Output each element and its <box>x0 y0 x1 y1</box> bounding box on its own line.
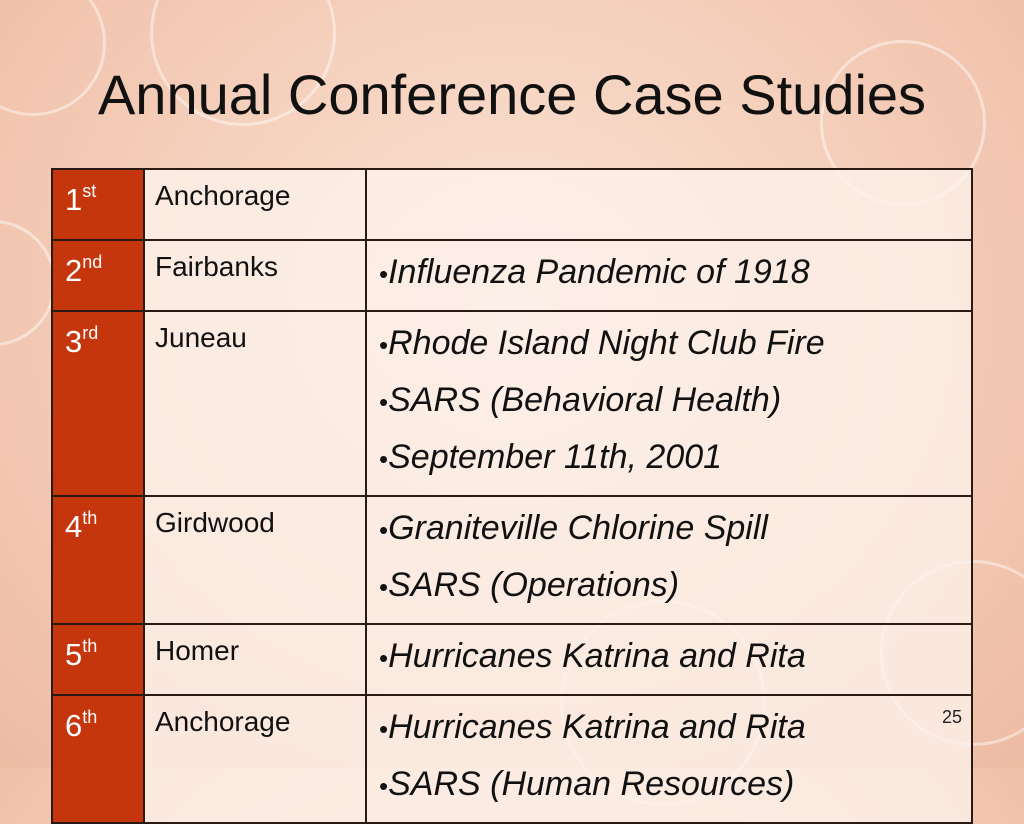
ordinal-suffix: rd <box>82 322 99 343</box>
empty-cell <box>379 176 971 233</box>
conference-number-value: 2 <box>65 253 83 288</box>
conference-location: Anchorage <box>144 169 366 240</box>
bullet-icon: • <box>379 387 389 417</box>
bullet-icon: • <box>379 771 389 801</box>
table-row <box>52 695 972 823</box>
bullet-icon: • <box>379 444 389 474</box>
case-study-text: SARS (Operations) <box>388 566 680 604</box>
bullet-icon: • <box>379 330 389 360</box>
case-study-text: September 11th, 2001 <box>388 438 723 476</box>
table-row <box>52 311 972 496</box>
page-number: 25 <box>941 707 962 727</box>
case-list <box>366 695 972 823</box>
bullet-icon: • <box>379 515 389 545</box>
conference-number <box>52 240 144 311</box>
conference-number-value: 3 <box>65 324 83 359</box>
case-study-item <box>379 375 971 432</box>
case-list <box>366 624 972 695</box>
table-row <box>52 240 972 311</box>
conference-location: Fairbanks <box>144 240 366 311</box>
conference-number <box>52 496 144 624</box>
ordinal-suffix: nd <box>82 251 103 272</box>
slide-title: Annual Conference Case Studies <box>97 63 927 126</box>
case-study-item <box>379 702 971 759</box>
bullet-icon: • <box>379 572 389 602</box>
ordinal-suffix: th <box>82 507 98 528</box>
case-study-item <box>379 560 971 617</box>
case-study-item <box>379 631 971 688</box>
table-row <box>52 624 972 695</box>
conference-number-value: 1 <box>65 182 83 217</box>
conference-number <box>52 311 144 496</box>
table-row <box>52 496 972 624</box>
conference-number <box>52 695 144 823</box>
ordinal-suffix: th <box>82 635 98 656</box>
case-study-item <box>379 432 971 489</box>
conference-number-value: 5 <box>65 637 83 672</box>
conference-location: Juneau <box>144 311 366 496</box>
conference-location: Anchorage <box>144 695 366 823</box>
conference-number <box>52 624 144 695</box>
case-study-item <box>379 318 971 375</box>
case-study-text: Hurricanes Katrina and Rita <box>388 637 806 675</box>
case-study-item <box>379 503 971 560</box>
conference-location: Homer <box>144 624 366 695</box>
case-list <box>366 169 972 240</box>
case-study-item <box>379 247 971 304</box>
table-row <box>52 169 972 240</box>
case-list <box>366 311 972 496</box>
case-list <box>366 240 972 311</box>
bullet-icon: • <box>379 643 389 673</box>
case-study-text: Hurricanes Katrina and Rita <box>388 708 806 746</box>
conference-number-value: 6 <box>65 708 83 743</box>
conference-number-value: 4 <box>65 509 83 544</box>
case-study-text: Rhode Island Night Club Fire <box>388 324 825 362</box>
case-study-text: Influenza Pandemic of 1918 <box>388 253 810 291</box>
ordinal-suffix: th <box>82 706 98 727</box>
case-study-text: Graniteville Chlorine Spill <box>388 509 768 547</box>
ordinal-suffix: st <box>82 180 97 201</box>
case-list <box>366 496 972 624</box>
bullet-icon: • <box>379 259 389 289</box>
conference-number <box>52 169 144 240</box>
conference-location: Girdwood <box>144 496 366 624</box>
decor-swirl <box>0 220 56 346</box>
case-study-text: SARS (Behavioral Health) <box>388 381 782 419</box>
case-study-text: SARS (Human Resources) <box>388 765 795 803</box>
case-studies-table <box>51 168 973 824</box>
bullet-icon: • <box>379 714 389 744</box>
